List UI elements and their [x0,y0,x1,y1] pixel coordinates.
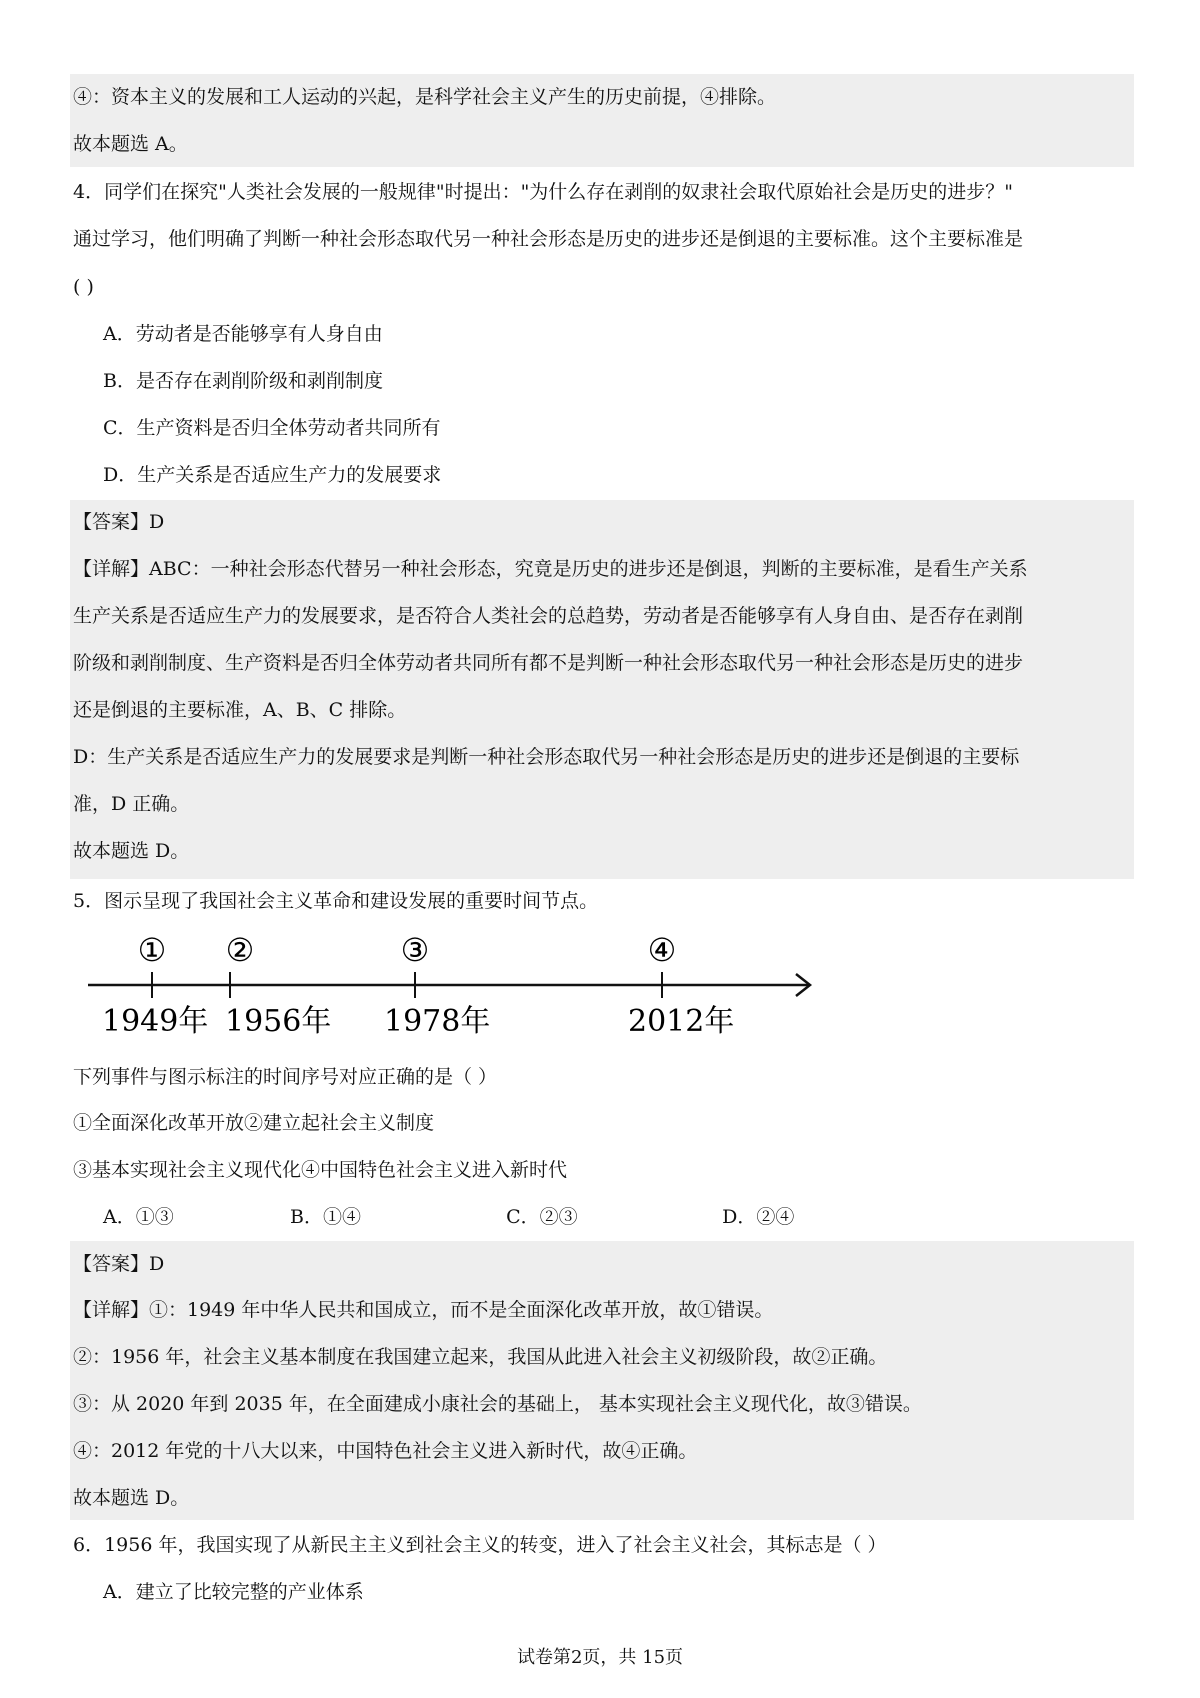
q5-options-row [103,1204,794,1230]
timeline-marker-1: ① [137,931,167,969]
timeline-year-1956: 1956年 [225,1004,332,1039]
q5-option-d: D．②④ [722,1206,795,1228]
q3-conclusion: 故本题选 A。 [73,133,188,155]
q4-option-a: A．劳动者是否能够享有人身自由 [103,323,383,345]
q4-option-d: D．生产关系是否适应生产力的发展要求 [103,464,442,486]
q4-detail-line: D：生产关系是否适应生产力的发展要求是判断一种社会形态取代另一种社会形态是历史的进步还是倒退的主要标 [73,746,1020,768]
q5-detail-line: 【详解】①：1949 年中华人民共和国成立，而不是全面深化改革开放，故①错误。 [73,1299,774,1321]
q4-stem-line1: 4．同学们在探究"人类社会发展的一般规律"时提出："为什么存在剥削的奴隶社会取代原始社会是历史的进步？" [73,181,1014,203]
q5-conclusion: 故本题选 D。 [73,1487,190,1509]
q4-detail-line: 生产关系是否适应生产力的发展要求，是否符合人类社会的总趋势，劳动者是否能够享有人身自由、是否存在剥削 [73,605,1024,627]
q4-option-c: C．生产资料是否归全体劳动者共同所有 [103,417,441,439]
q4-detail-line: 阶级和剥削制度、生产资料是否归全体劳动者共同所有都不是判断一种社会形态取代另一种社会形态是历史的进步 [73,652,1024,674]
q4-option-b: B．是否存在剥削阶级和剥削制度 [103,370,383,392]
timeline-marker-2: ② [225,931,255,969]
q5-option-b: B．①④ [290,1206,362,1228]
q4-detail-line: 还是倒退的主要标准，A、B、C 排除。 [73,699,407,721]
timeline-diagram [80,918,820,1048]
q4-answer: 【答案】D [73,511,165,533]
q5-events-line1: ①全面深化改革开放②建立起社会主义制度 [73,1112,435,1134]
q5-stem: 5．图示呈现了我国社会主义革命和建设发展的重要时间节点。 [73,890,599,912]
q5-detail-line: ②：1956 年，社会主义基本制度在我国建立起来，我国从此进入社会主义初级阶段，故②正确。 [73,1346,888,1368]
q3-detail-line: ④：资本主义的发展和工人运动的兴起，是科学社会主义产生的历史前提，④排除。 [73,86,777,108]
q5-events-line2: ③基本实现社会主义现代化④中国特色社会主义进入新时代 [73,1159,568,1181]
q5-answer: 【答案】D [73,1253,165,1275]
q4-stem-line2: 通过学习，他们明确了判断一种社会形态取代另一种社会形态是历史的进步还是倒退的主要标准。这个主要标准是 [73,228,1024,250]
page-footer: 试卷第2页，共 15页 [516,1647,684,1668]
timeline-marker-3: ③ [400,931,430,969]
q4-stem-line3: ( ) [73,276,94,298]
q4-detail-line: 准，D 正确。 [73,793,190,815]
timeline-marker-4: ④ [647,931,677,969]
q6-option-a: A．建立了比较完整的产业体系 [103,1581,364,1603]
q4-conclusion: 故本题选 D。 [73,840,190,862]
q6-stem: 6．1956 年，我国实现了从新民主主义到社会主义的转变，进入了社会主义社会，其标志是（ ） [73,1534,887,1556]
answer-block-q5 [70,1241,1134,1520]
q5-question: 下列事件与图示标注的时间序号对应正确的是（ ） [73,1066,498,1088]
q5-option-a: A．①③ [103,1206,174,1228]
q5-detail-line: ③：从 2020 年到 2035 年，在全面建成小康社会的基础上， 基本实现社会主义现代化，故③错误。 [73,1393,922,1415]
timeline-year-2012: 2012年 [628,1004,735,1039]
q4-detail-line: 【详解】ABC：一种社会形态代替另一种社会形态，究竟是历史的进步还是倒退，判断的主要标准，是看生产关系 [73,558,1028,580]
timeline-year-1978: 1978年 [384,1004,491,1039]
timeline-year-1949: 1949年 [102,1004,209,1039]
q5-detail-line: ④：2012 年党的十八大以来，中国特色社会主义进入新时代，故④正确。 [73,1440,698,1462]
q5-option-c: C．②③ [506,1206,578,1228]
